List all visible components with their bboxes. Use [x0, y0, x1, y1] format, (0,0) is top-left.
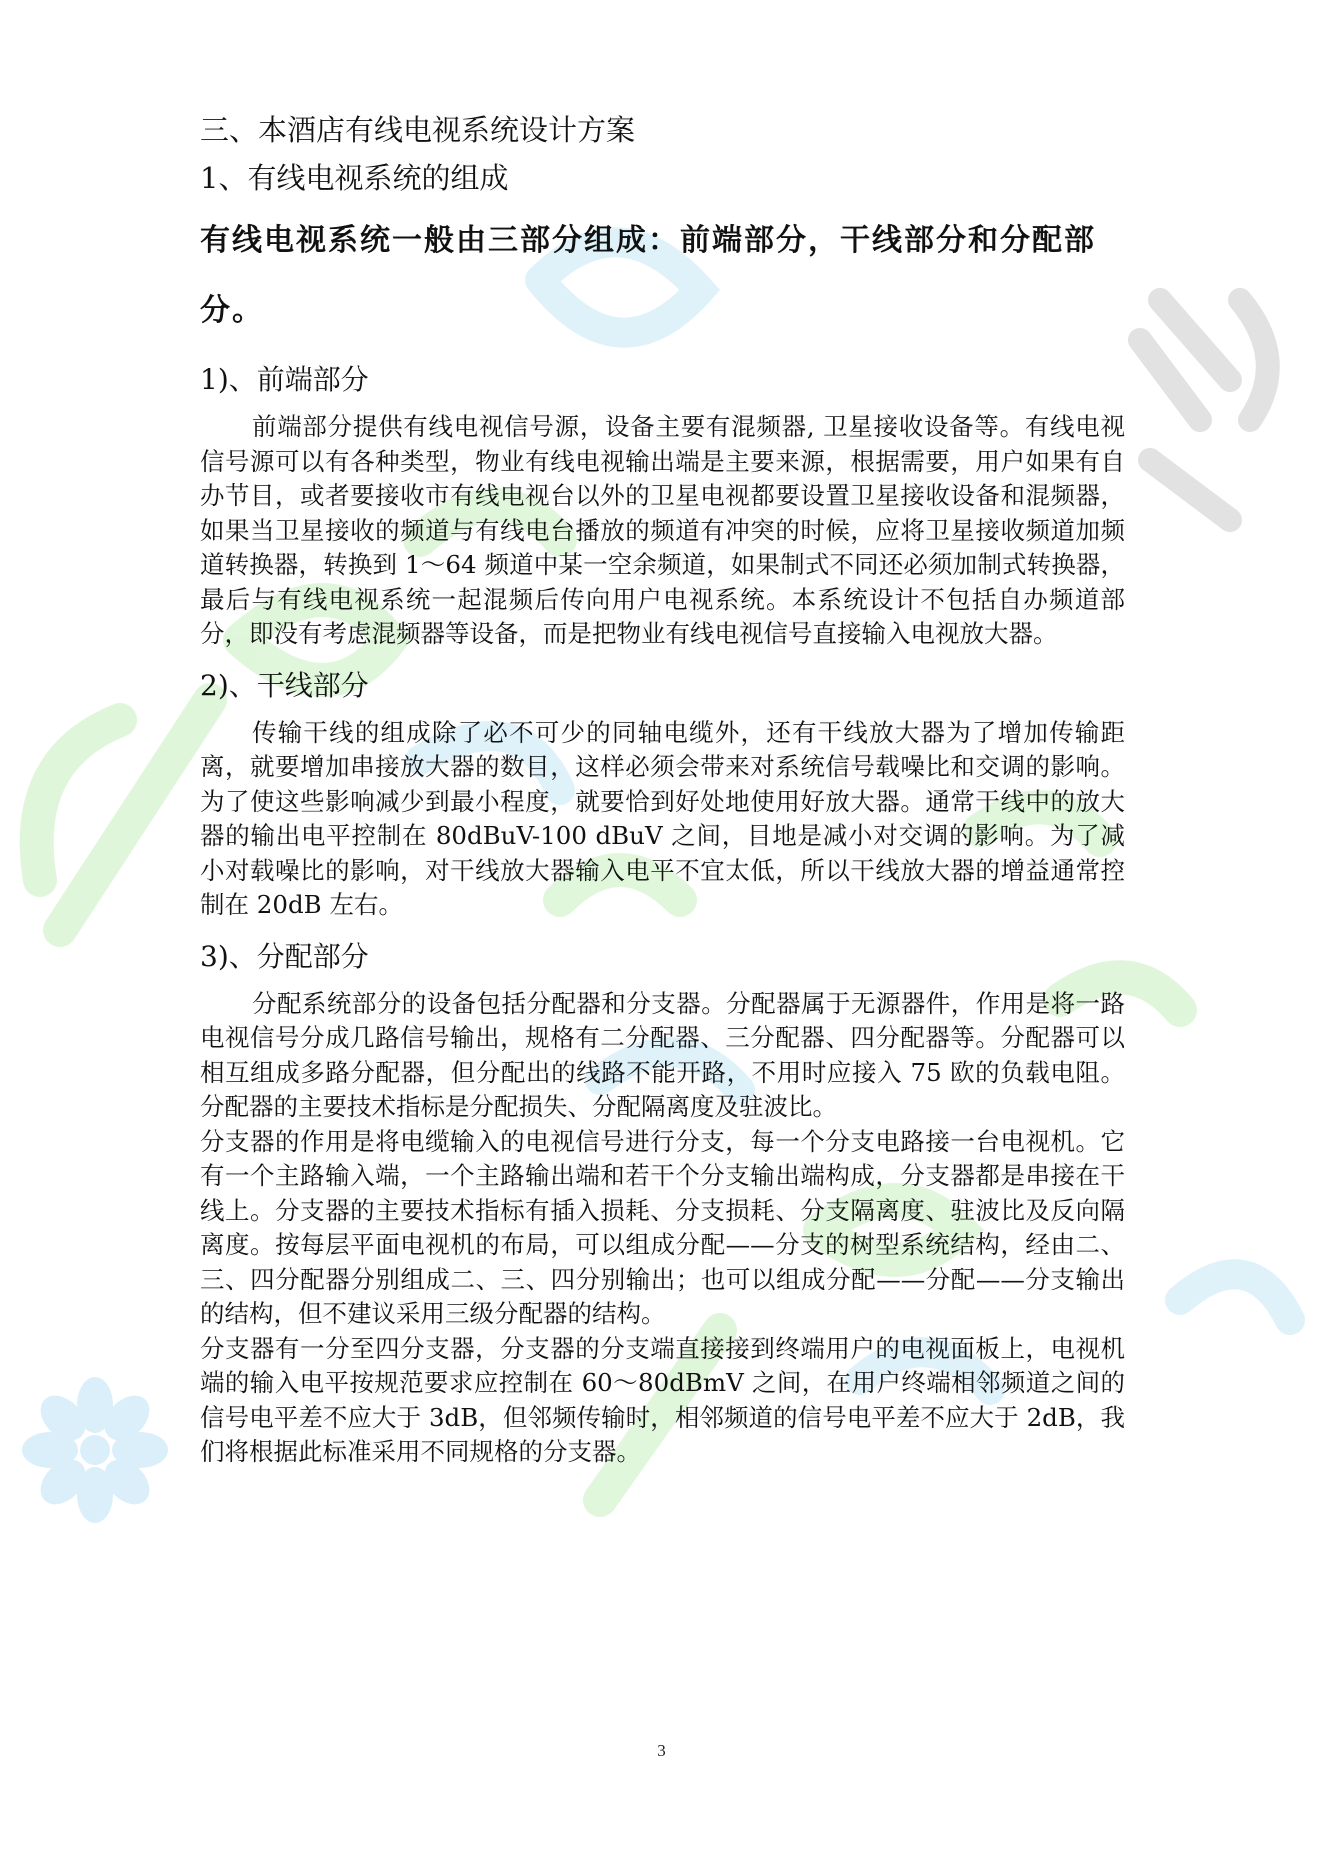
part-1-title: 1)、前端部分: [200, 363, 369, 396]
part-3-paragraph-distributor: 分配系统部分的设备包括分配器和分支器。分配器属于无源器件，作用是将一路电视信号分成几路信号输出，规格有二分配器、三分配器、四分配器等。分配器可以相互组成多路分配器，但分配出的线路不能开路，不用时应接入 75 欧的负载电阻。分配器的主要技术指标是分配损失、分配隔离度及驻波比。: [200, 988, 1125, 1121]
document-title: 三、本酒店有线电视系统设计方案: [200, 113, 636, 147]
part-3-paragraph-splitter-spec: 分支器有一分至四分支器，分支器的分支端直接接到终端用户的电视面板上，电视机端的输入电平按规范要求应控制在 60～80dBmV 之间，在用户终端相邻频道之间的信号电平差不应大于 3dB，但邻频传输时，相邻频道的信号电平差不应大于 2dB，我们将根据此标准采用不同规格的分支器。: [200, 1333, 1125, 1466]
part-1-paragraph: 前端部分提供有线电视信号源，设备主要有混频器, 卫星接收设备等。有线电视信号源可以有各种类型，物业有线电视输出端是主要来源，根据需要，用户如果有自办节目，或者要接收市有线电视台以外的卫星电视都要设置卫星接收设备和混频器，如果当卫星接收的频道与有线电台播放的频道有冲突的时候，应将卫星接收频道加频道转换器，转换到 1～64 频道中某一空余频道，如果制式不同还必须加制式转换器，最后与有线电视系统一起混频后传向用户电视系统。本系统设计不包括自办频道部分，即没有考虑混频器等设备，而是把物业有线电视信号直接输入电视放大器。: [200, 412, 1125, 648]
lead-paragraph: 有线电视系统一般由三部分组成：前端部分，干线部分和分配部分。: [200, 223, 1096, 328]
part-3-title: 3)、分配部分: [200, 939, 369, 973]
page-number: 3: [657, 1741, 666, 1760]
part-3-paragraph-splitter: 分支器的作用是将电缆输入的电视信号进行分支，每一个分支电路接一台电视机。它有一个主路输入端，一个主路输出端和若干个分支输出端构成，分支器都是串接在干线上。分支器的主要技术指标有插入损耗、分支损耗、分支隔离度、驻波比及反向隔离度。按每层平面电视机的布局，可以组成分配——分支的树型系统结构，经由二、三、四分配器分别组成二、三、四分别输出；也可以组成分配——分配——分支输出的结构，但不建议采用三级分配器的结构。: [200, 1126, 1125, 1328]
watermark-flower-logo: [22, 1377, 168, 1523]
part-2-paragraph: 传输干线的组成除了必不可少的同轴电缆外，还有干线放大器为了增加传输距离，就要增加串接放大器的数目，这样必须会带来对系统信号载噪比和交调的影响。为了使这些影响减少到最小程度，就要恰到好处地使用好放大器。通常干线中的放大器的输出电平控制在 80dBuV-100 dBuV 之间，目地是减小对交调的影响。为了减小对载噪比的影响，对干线放大器输入电平不宜太低，所以干线放大器的增益通常控制在 20dB 左右。: [200, 717, 1125, 919]
watermark-grey-logo: [1140, 300, 1268, 520]
part-2-title: 2)、干线部分: [200, 668, 369, 702]
section-1-title: 1、有线电视系统的组成: [200, 161, 509, 195]
document-page: [200, 110, 1125, 1484]
